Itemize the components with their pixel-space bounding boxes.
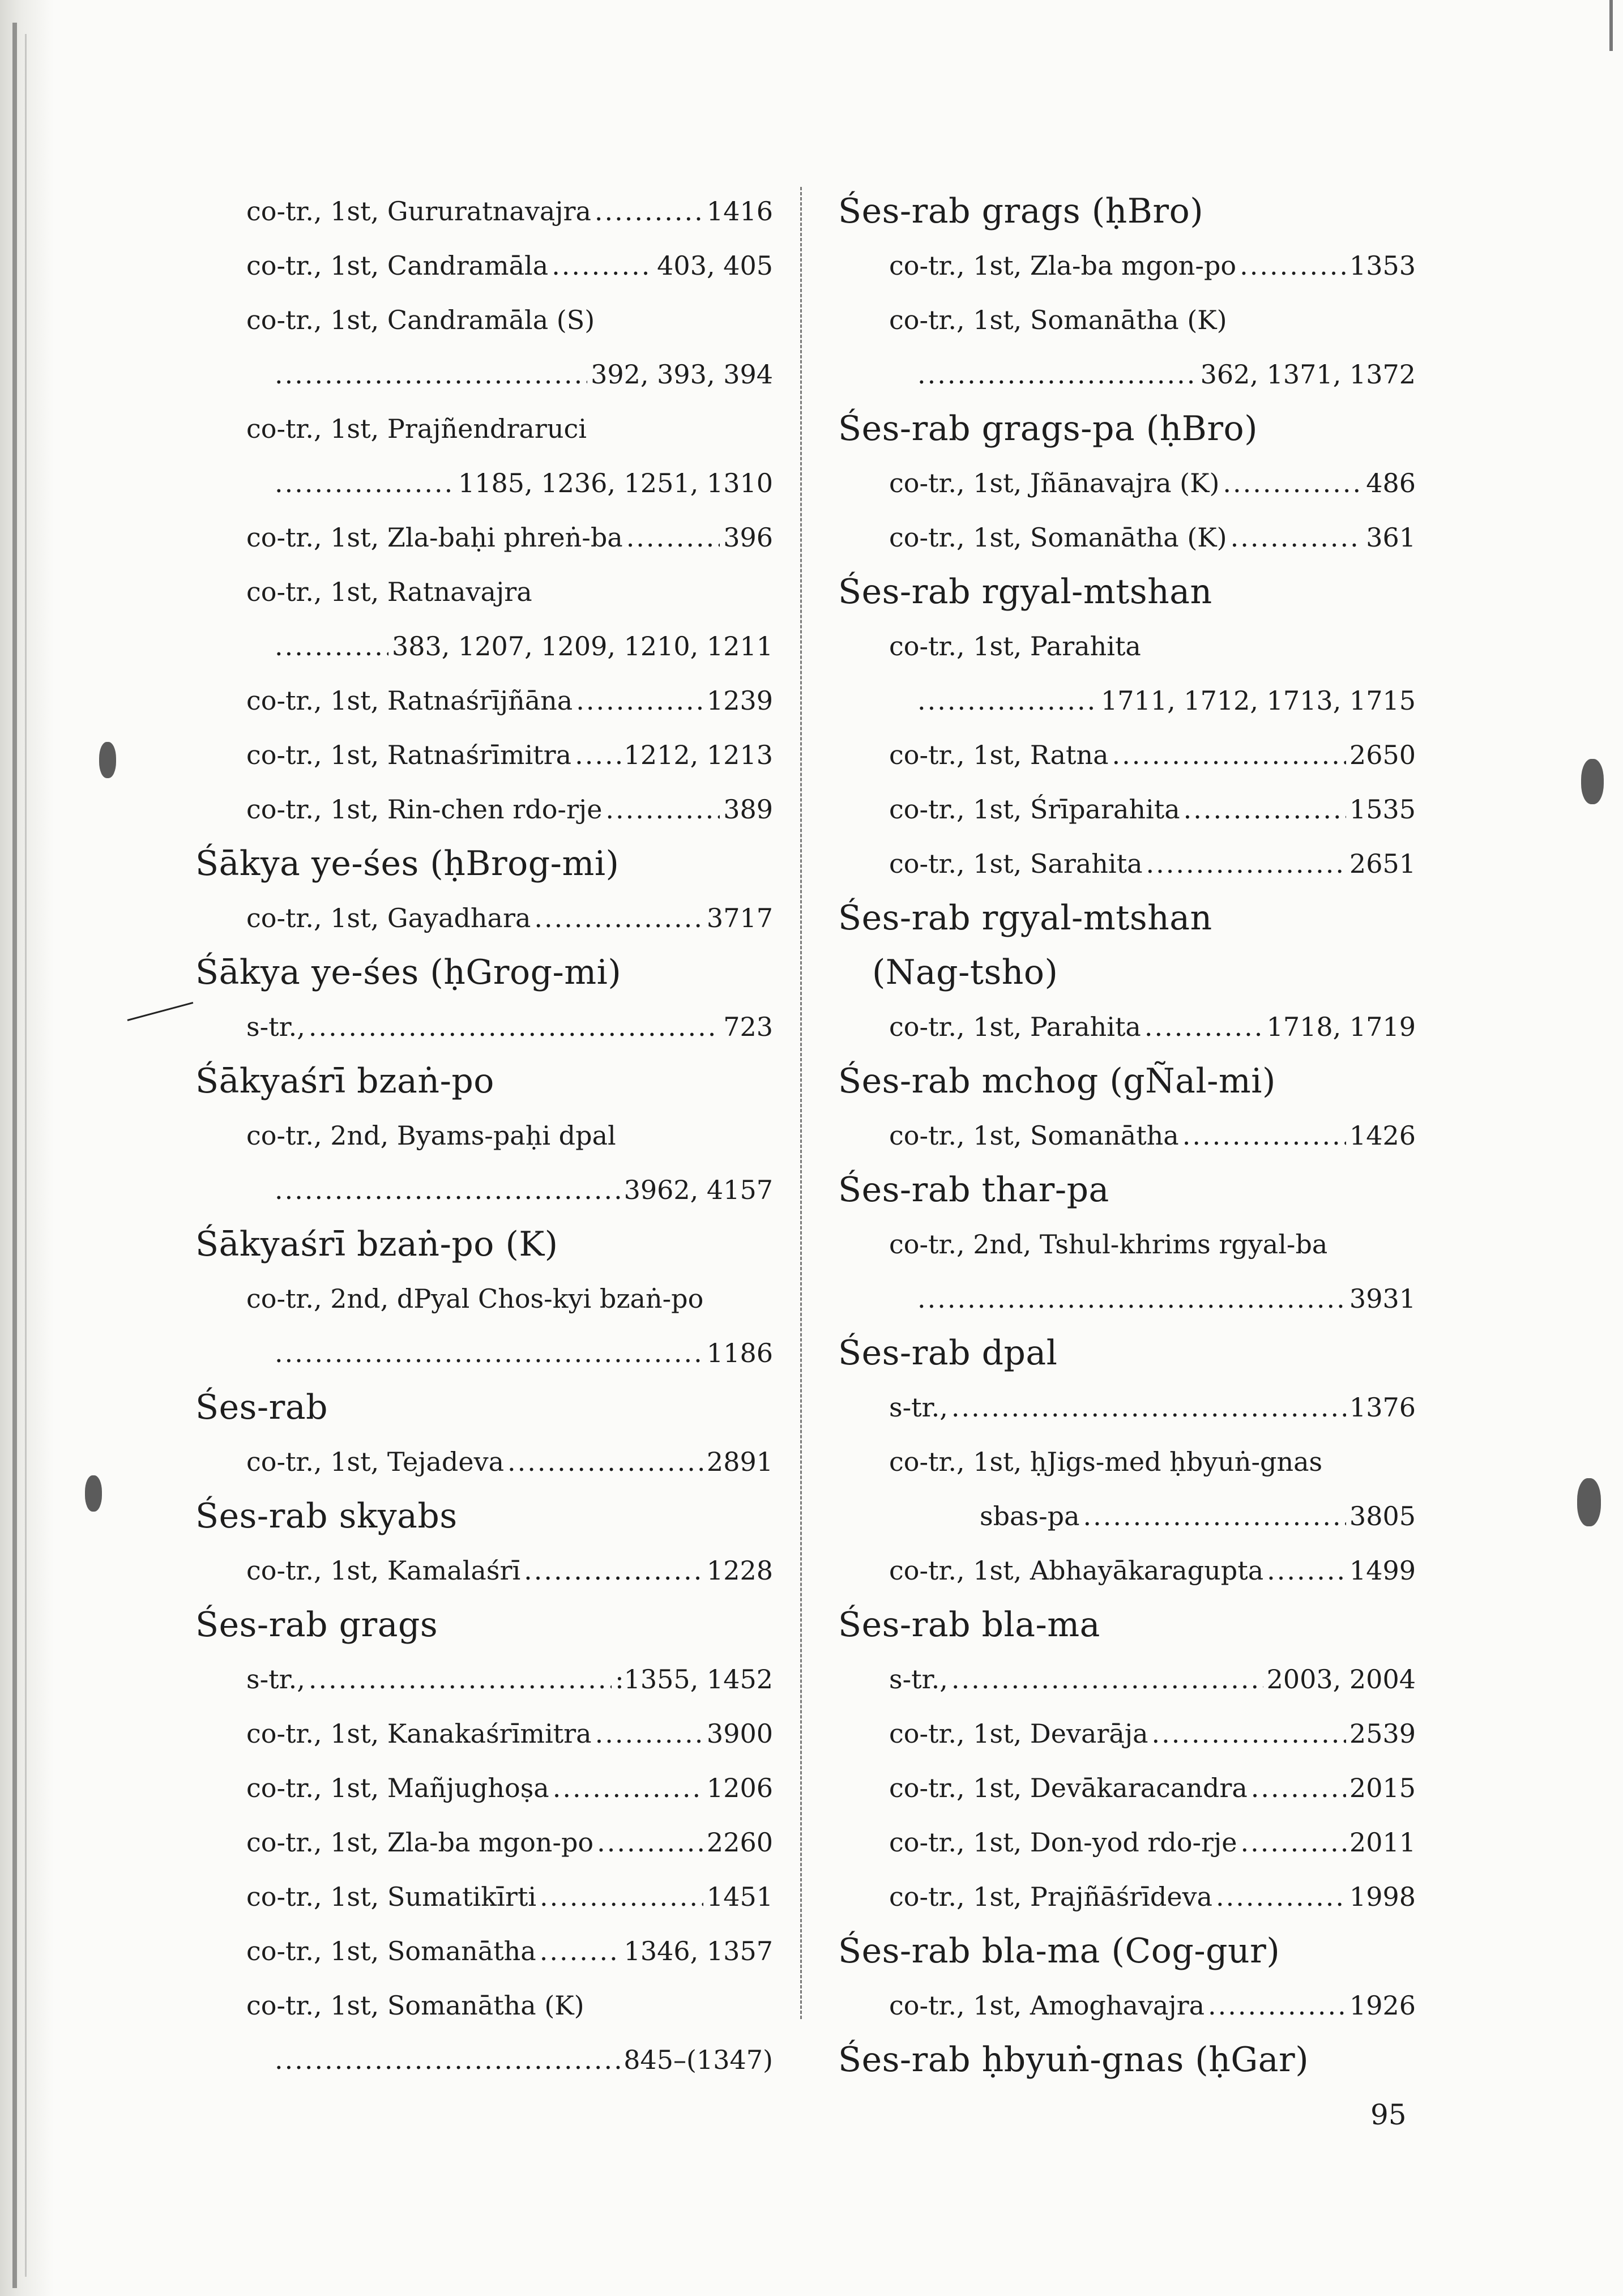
translator-line: [838, 1761, 1416, 1815]
leader-dots: [275, 2033, 620, 2087]
leader-dots: [540, 1870, 703, 1924]
translator-line: [838, 728, 1416, 782]
entry-heading: (Nag-tsho): [872, 953, 1058, 992]
translator-label: co-tr., 1st, Rin-chen rdo-rje: [246, 794, 603, 825]
continuation-line: [195, 456, 773, 510]
leader-dots: [1216, 1870, 1346, 1924]
page-edge-line: [12, 23, 17, 2288]
translator-label: co-tr., 1st, Prajñāśrīdeva: [889, 1881, 1212, 1912]
reference-numbers: 1212, 1213: [623, 740, 773, 770]
entry-heading: Śākyaśrī bzaṅ-po: [195, 1061, 494, 1101]
leader-dots: [275, 347, 587, 402]
column-divider: [800, 187, 802, 2019]
reference-numbers: 2891: [706, 1446, 773, 1477]
translator-line: [838, 1815, 1416, 1870]
entry-heading: Śes-rab skyabs: [195, 1496, 458, 1536]
translator-line: [838, 456, 1416, 510]
reference-numbers: 403, 405: [657, 250, 773, 281]
entry-heading: Śes-rab ḥbyuṅ-gnas (ḥGar): [838, 2040, 1309, 2080]
translator-label: co-tr., 1st, Devākaracandra: [889, 1773, 1248, 1803]
translator-label: sbas-pa: [980, 1501, 1080, 1531]
leader-dots: [951, 1652, 1263, 1706]
punch-hole-right-upper: [1581, 759, 1604, 804]
leader-dots: [626, 510, 720, 565]
translator-label: co-tr., 1st, Devarāja: [889, 1718, 1148, 1749]
entry-heading: Śes-rab mchog (gÑal-mi): [838, 1061, 1276, 1101]
reference-numbers: 1185, 1236, 1251, 1310: [458, 468, 773, 498]
reference-numbers: 1239: [706, 685, 773, 716]
leader-dots: [1083, 1489, 1346, 1543]
page-edge-line-faint: [25, 34, 27, 2277]
entry-heading: Śes-rab bla-ma (Cog-gur): [838, 1931, 1280, 1971]
translator-line: [195, 1706, 773, 1761]
translator-line: [195, 238, 773, 293]
leader-dots: [275, 619, 388, 673]
translator-line: [195, 1543, 773, 1598]
translator-label: co-tr., 1st, Candramāla: [246, 250, 549, 281]
reference-numbers: 383, 1207, 1209, 1210, 1211: [391, 631, 773, 662]
translator-label: co-tr., 1st, Somanātha: [889, 1120, 1179, 1151]
leader-dots: [309, 1652, 612, 1706]
translator-label: co-tr., 1st, Tejadeva: [246, 1446, 504, 1477]
translator-line: [838, 510, 1416, 565]
reference-numbers: 845–(1347): [623, 2045, 773, 2075]
translator-label: co-tr., 1st, Somanātha (K): [889, 305, 1227, 335]
reference-numbers: 1926: [1349, 1990, 1416, 2021]
translator-label: co-tr., 1st, Zla-ba mgon-po: [889, 250, 1237, 281]
translator-line: [195, 402, 773, 456]
translator-line: [838, 1217, 1416, 1271]
reference-numbers: 2650: [1349, 740, 1416, 770]
translator-label: co-tr., 1st, Don-yod rdo-rje: [889, 1827, 1237, 1858]
leader-dots: [1251, 1761, 1346, 1815]
translator-label: co-tr., 1st, Somanātha (K): [246, 1990, 584, 2021]
translator-label: co-tr., 1st, Kamalaśrī: [246, 1555, 521, 1586]
continuation-line: [195, 347, 773, 402]
reference-numbers: 3717: [706, 903, 773, 933]
reference-numbers: 1711, 1712, 1713, 1715: [1101, 685, 1416, 716]
reference-numbers: 1206: [706, 1773, 773, 1803]
translator-label: co-tr., 1st, Ratnaśrījñāna: [246, 685, 573, 716]
translator-line: [838, 293, 1416, 347]
left-column: [195, 184, 773, 2087]
translator-label: s-tr.,: [889, 1392, 948, 1423]
leader-dots: [540, 1924, 621, 1978]
leader-dots: [1208, 1978, 1346, 2033]
binding-shadow: [0, 0, 54, 2296]
continuation-line: [195, 1163, 773, 1217]
leader-dots: [275, 1163, 621, 1217]
reference-numbers: 389: [723, 794, 773, 825]
translator-line: [195, 1761, 773, 1815]
entry-heading: Śes-rab rgyal-mtshan: [838, 572, 1212, 612]
leader-dots: [597, 1815, 703, 1870]
entry-heading: Śes-rab grags: [195, 1605, 438, 1645]
translator-line: [195, 1000, 773, 1054]
translator-line: [838, 1652, 1416, 1706]
translator-line: [838, 619, 1416, 673]
translator-line: [195, 1652, 773, 1706]
entry-heading: Śes-rab bla-ma: [838, 1605, 1100, 1645]
leader-dots: [951, 1380, 1346, 1435]
continuation-line: [195, 619, 773, 673]
translator-label: co-tr., 1st, Ratna: [889, 740, 1109, 770]
translator-line: [195, 1978, 773, 2033]
leader-dots: [917, 347, 1197, 402]
reference-numbers: 3900: [706, 1718, 773, 1749]
reference-numbers: 2003, 2004: [1266, 1664, 1416, 1695]
continuation-line: [195, 2033, 773, 2087]
translator-label: co-tr., 1st, Jñānavajra (K): [889, 468, 1220, 498]
translator-label: co-tr., 1st, Kanakaśrīmitra: [246, 1718, 592, 1749]
leader-dots: [1241, 1815, 1346, 1870]
leader-dots: [1184, 782, 1346, 837]
reference-numbers: 1718, 1719: [1266, 1012, 1416, 1042]
reference-numbers: 1426: [1349, 1120, 1416, 1151]
entry-heading: Śākya ye-śes (ḥBrog-mi): [195, 844, 620, 884]
leader-dots: [1152, 1706, 1346, 1761]
leader-dots: [1231, 510, 1363, 565]
translator-label: co-tr., 1st, Prajñendraruci: [246, 413, 587, 444]
entry-heading: Śes-rab thar-pa: [838, 1170, 1109, 1210]
continuation-line: [838, 1271, 1416, 1326]
reference-numbers: :1355, 1452: [615, 1664, 773, 1695]
leader-dots: [1223, 456, 1363, 510]
entry-heading: Śes-rab grags (ḥBro): [838, 191, 1204, 231]
reference-numbers: 486: [1366, 468, 1416, 498]
translator-line: [195, 1108, 773, 1163]
reference-numbers: 361: [1366, 522, 1416, 553]
page-number: 95: [1370, 2098, 1407, 2131]
translator-label: co-tr., 1st, Amoghavajra: [889, 1990, 1205, 2021]
leader-dots: [595, 184, 703, 238]
leader-dots: [1144, 1000, 1263, 1054]
punch-hole-left-upper: [99, 742, 116, 778]
translator-line: [195, 782, 773, 837]
reference-numbers: 2539: [1349, 1718, 1416, 1749]
entry-heading: Śes-rab dpal: [838, 1333, 1058, 1373]
translator-line: [195, 184, 773, 238]
translator-line: [195, 1271, 773, 1326]
reference-numbers: 2011: [1349, 1827, 1416, 1858]
entry-heading: Śākya ye-śes (ḥGrog-mi): [195, 953, 622, 992]
leader-dots: [552, 238, 654, 293]
entry-heading: Śes-rab rgyal-mtshan: [838, 898, 1212, 938]
translator-label: s-tr.,: [246, 1012, 305, 1042]
translator-label: co-tr., 1st, Parahita: [889, 1012, 1141, 1042]
leader-dots: [507, 1435, 703, 1489]
leader-dots: [917, 1271, 1346, 1326]
translator-line: [838, 837, 1416, 891]
leader-dots: [605, 782, 720, 837]
translator-line: [838, 1380, 1416, 1435]
translator-line: [195, 1870, 773, 1924]
translator-label: co-tr., 1st, Sarahita: [889, 848, 1143, 879]
translator-line: [838, 1706, 1416, 1761]
translator-line: [838, 1435, 1416, 1489]
translator-label: s-tr.,: [246, 1664, 305, 1695]
reference-numbers: 2651: [1349, 848, 1416, 879]
leader-dots: [576, 673, 703, 728]
translator-label: co-tr., 2nd, Tshul-khrims rgyal-ba: [889, 1229, 1328, 1260]
leader-dots: [309, 1000, 720, 1054]
translator-line: [838, 1543, 1416, 1598]
continuation-line: [195, 1326, 773, 1380]
translator-line: [838, 1870, 1416, 1924]
reference-numbers: 1228: [706, 1555, 773, 1586]
reference-numbers: 1535: [1349, 794, 1416, 825]
leader-dots: [553, 1761, 703, 1815]
leader-dots: [1146, 837, 1346, 891]
continuation-line: [838, 673, 1416, 728]
punch-hole-right-lower: [1577, 1478, 1601, 1526]
translator-line: [838, 1489, 1416, 1543]
translator-label: co-tr., 1st, Abhayākaragupta: [889, 1555, 1264, 1586]
translator-label: s-tr.,: [889, 1664, 948, 1695]
leader-dots: [1112, 728, 1346, 782]
translator-line: [195, 673, 773, 728]
translator-label: co-tr., 1st, ḥJigs-med ḥbyuṅ-gnas: [889, 1446, 1323, 1477]
translator-line: [195, 565, 773, 619]
punch-hole-left-lower: [85, 1475, 102, 1512]
translator-line: [195, 1815, 773, 1870]
translator-line: [838, 238, 1416, 293]
reference-numbers: 1376: [1349, 1392, 1416, 1423]
reference-numbers: 396: [723, 522, 773, 553]
entry-heading: Śes-rab: [195, 1388, 328, 1427]
translator-line: [838, 782, 1416, 837]
reference-numbers: 362, 1371, 1372: [1200, 359, 1416, 390]
reference-numbers: 2015: [1349, 1773, 1416, 1803]
reference-numbers: 1186: [706, 1338, 773, 1368]
right-edge-mark: [1609, 0, 1613, 51]
translator-label: co-tr., 1st, Sumatikīrti: [246, 1881, 537, 1912]
right-column: [838, 184, 1416, 2087]
reference-numbers: 2260: [706, 1827, 773, 1858]
translator-line: [195, 728, 773, 782]
translator-line: [195, 1435, 773, 1489]
translator-label: co-tr., 1st, Candramāla (S): [246, 305, 595, 335]
leader-dots: [534, 891, 703, 945]
translator-label: co-tr., 1st, Somanātha (K): [889, 522, 1227, 553]
reference-numbers: 723: [723, 1012, 773, 1042]
translator-label: co-tr., 1st, Gayadhara: [246, 903, 531, 933]
reference-numbers: 3931: [1349, 1283, 1416, 1314]
translator-line: [838, 1108, 1416, 1163]
translator-line: [195, 891, 773, 945]
translator-line: [195, 510, 773, 565]
leader-dots: [917, 673, 1097, 728]
reference-numbers: 1346, 1357: [623, 1936, 773, 1966]
translator-label: co-tr., 1st, Ratnaśrīmitra: [246, 740, 572, 770]
reference-numbers: 1451: [706, 1881, 773, 1912]
translator-label: co-tr., 1st, Parahita: [889, 631, 1141, 662]
translator-label: co-tr., 1st, Zla-baḥi phreṅ-ba: [246, 522, 623, 553]
translator-label: co-tr., 2nd, dPyal Chos-kyi bzaṅ-po: [246, 1283, 704, 1314]
leader-dots: [524, 1543, 703, 1598]
margin-pen-mark: [127, 1002, 194, 1021]
translator-label: co-tr., 1st, Somanātha: [246, 1936, 536, 1966]
entry-heading: Śes-rab grags-pa (ḥBro): [838, 409, 1258, 449]
translator-label: co-tr., 1st, Zla-ba mgon-po: [246, 1827, 594, 1858]
reference-numbers: 1998: [1349, 1881, 1416, 1912]
translator-label: co-tr., 1st, Ratnavajra: [246, 577, 532, 607]
reference-numbers: 1353: [1349, 250, 1416, 281]
translator-label: co-tr., 1st, Śrīparahita: [889, 794, 1180, 825]
reference-numbers: 1416: [706, 196, 773, 227]
entry-heading: Śākyaśrī bzaṅ-po (K): [195, 1224, 558, 1264]
translator-label: co-tr., 1st, Gururatnavajra: [246, 196, 591, 227]
translator-line: [195, 1924, 773, 1978]
leader-dots: [1182, 1108, 1346, 1163]
leader-dots: [275, 456, 455, 510]
leader-dots: [575, 728, 621, 782]
leader-dots: [1240, 238, 1346, 293]
leader-dots: [1267, 1543, 1346, 1598]
translator-line: [838, 1000, 1416, 1054]
leader-dots: [595, 1706, 703, 1761]
leader-dots: [275, 1326, 703, 1380]
translator-line: [838, 1978, 1416, 2033]
reference-numbers: 392, 393, 394: [591, 359, 773, 390]
reference-numbers: 3805: [1349, 1501, 1416, 1531]
continuation-line: [838, 347, 1416, 402]
translator-line: [195, 293, 773, 347]
reference-numbers: 3962, 4157: [623, 1175, 773, 1205]
reference-numbers: 1499: [1349, 1555, 1416, 1586]
translator-label: co-tr., 1st, Mañjughoṣa: [246, 1773, 549, 1803]
translator-label: co-tr., 2nd, Byams-paḥi dpal: [246, 1120, 616, 1151]
